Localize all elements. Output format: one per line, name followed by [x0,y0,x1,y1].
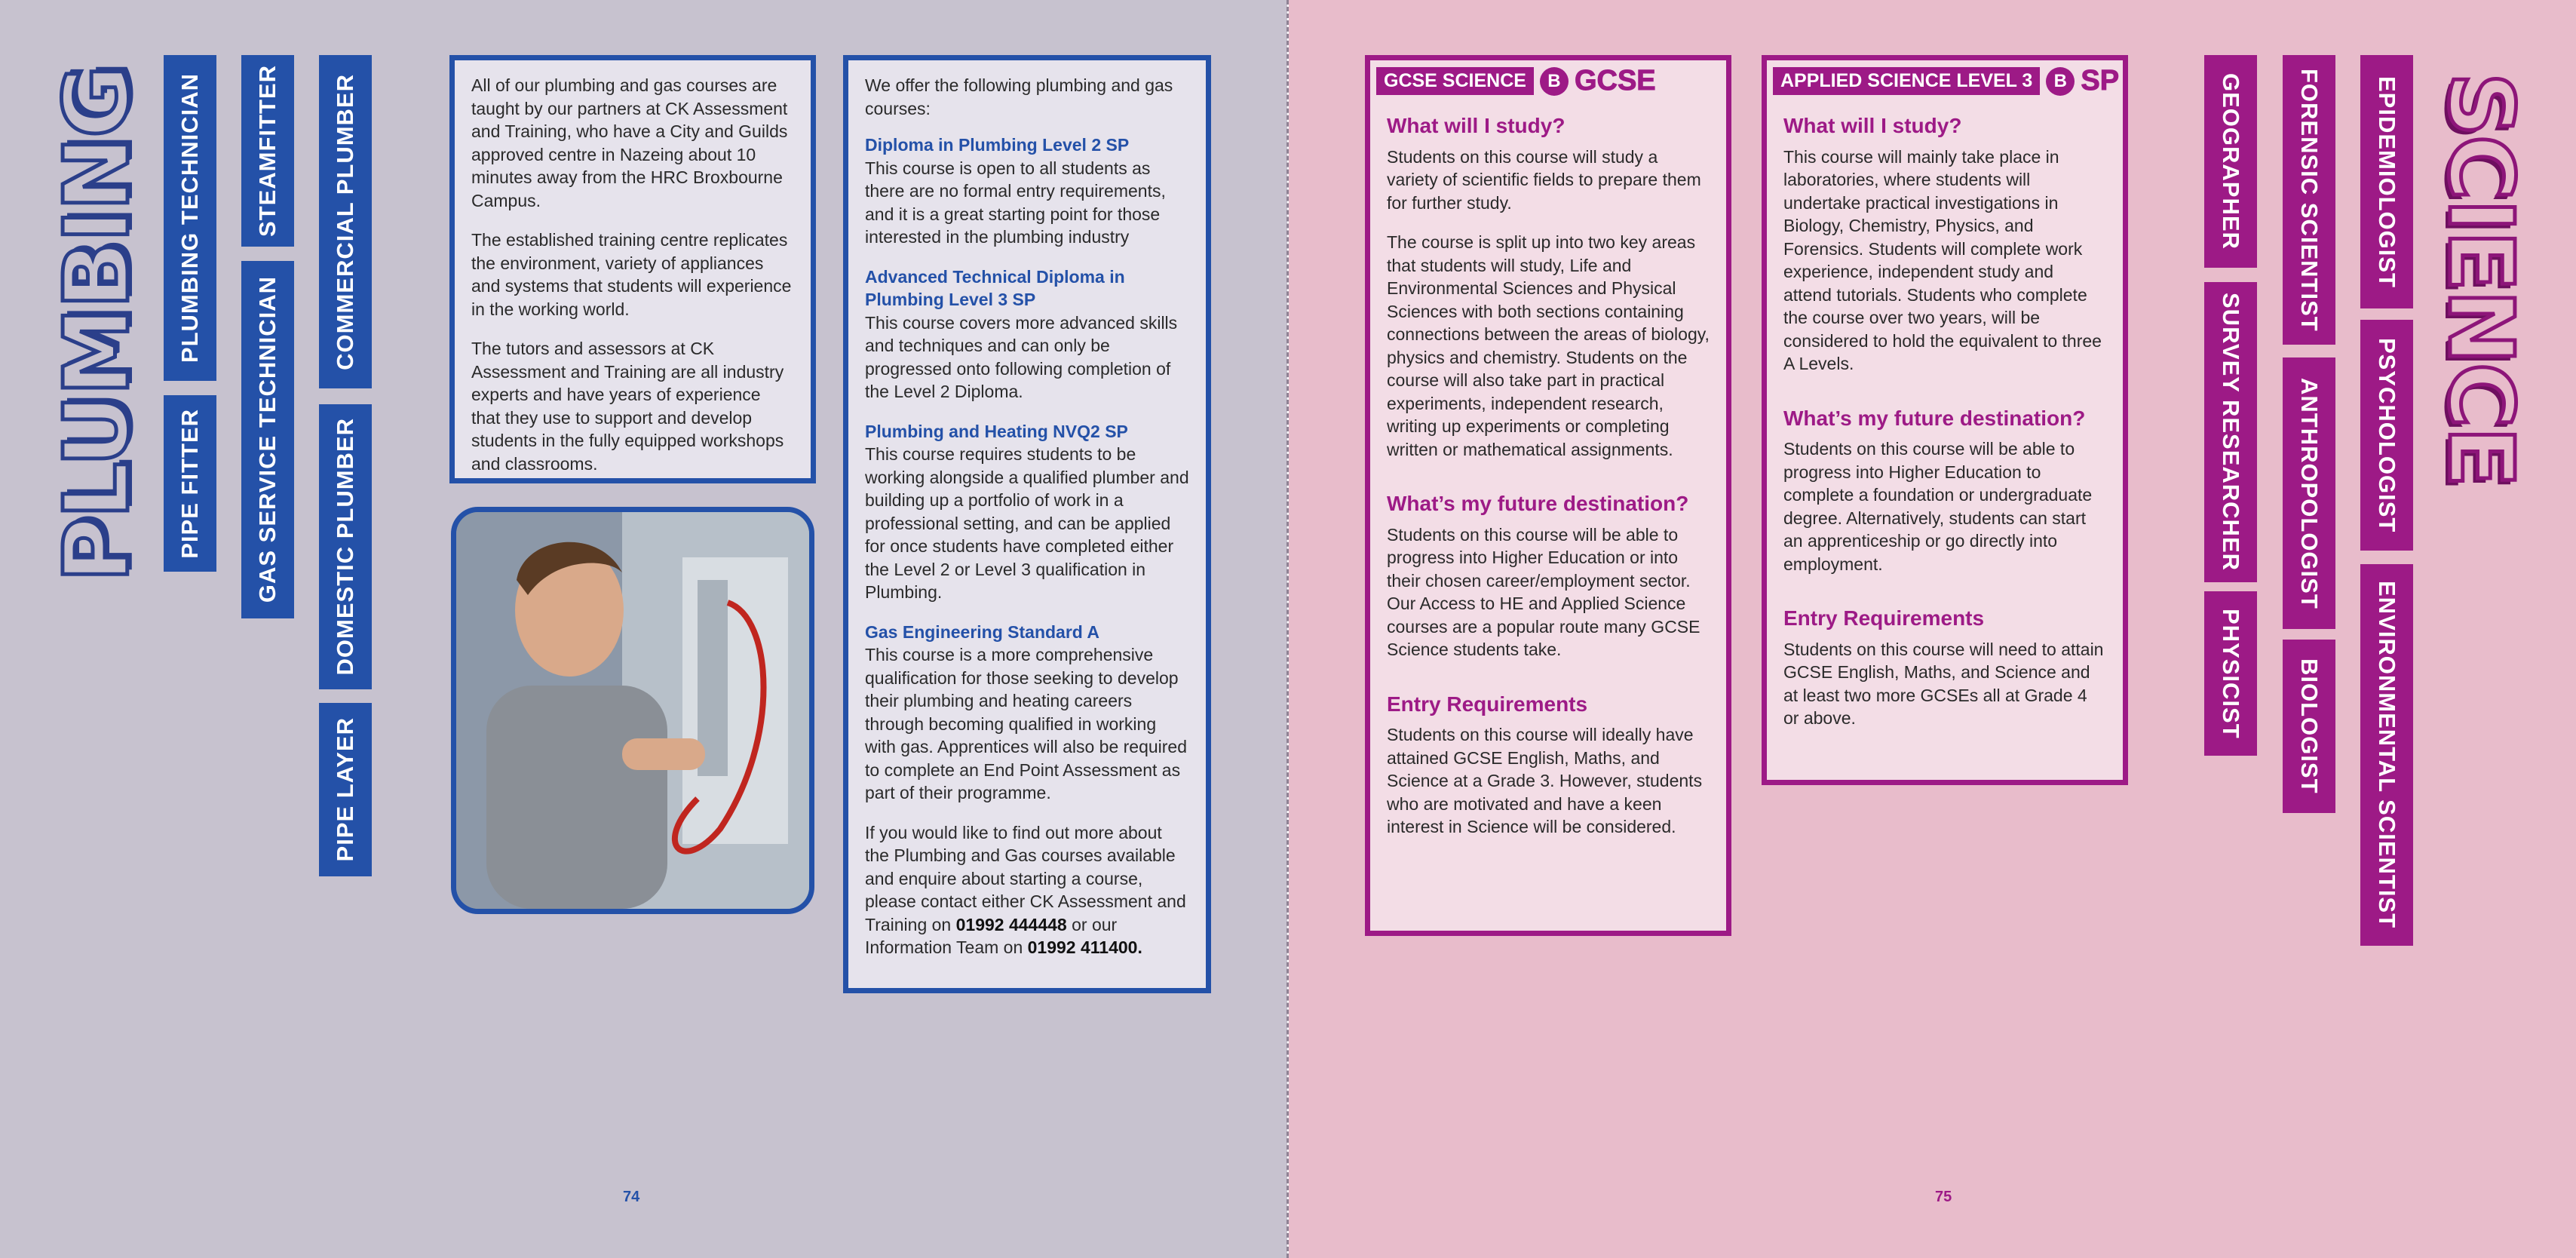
intro-paragraph: The tutors and assessors at CK Assessment and Training are all industry experts and have years of experience that they use to support and develop students in the fully equipped workshops and classrooms. [471,339,784,474]
gcse-science-box: What will I study? Students on this course will study a variety of scientific fields to prepare them for further study. The course is split up into two key areas that students will study, Life and Environmental Sciences and Physical Sciences with both sections containing connections between the areas of biology, physics and chemistry. Students on the course will also take part in practical experiments, independent research, writing up experiments or completing written or mathematical assignments. What’s my future destination? Students on this course will be able to progress into Higher Education or into their chosen career/employment sector. Our Access to HE and Applied Science courses are a popular route many GCSE Science students take. Entry Requirements Students on this course will ideally have attained GCSE English, Maths, and Science at a Grade 3. However, students who are motivated and have a keen interest in Science will be considered. [1365,55,1731,936]
job-tag-pipe-fitter: PIPE FITTER [164,395,216,572]
job-tag-anthropologist: ANTHROPOLOGIST [2283,357,2335,629]
applied-science-box: What will I study? This course will mainly take place in laboratories, where students will undertake practical investigations in Biology, Chemistry, Physics, and Forensics. Students will complete work experience, independent study and attend tutorials. Students who complete the course over two years, will be considered to hold the equivalent to three A Levels. What’s my future destination? Students on this course will be able to progress into Higher Education to complete a foundation or undergraduate degree. Alternatively, students can start an apprenticeship or go directly into employment. Entry Requirements Students on this course will need to attain GCSE English, Maths, and Science and at least two more GCSEs all at Grade 4 or above. [1762,55,2128,785]
job-tag-commercial-plumber: COMMERCIAL PLUMBER [319,55,372,388]
gcse-entry-heading: Entry Requirements [1387,692,1588,716]
phone-information-team: 01992 411400. [1027,937,1142,957]
intro-box [449,55,816,483]
course-description: This course is open to all students as there are no formal entry requirements, and it is a great starting point for those interested in the plumbing industry [865,158,1166,247]
course-item [865,420,1189,604]
job-tag-steamfitter: STEAMFITTER [241,55,294,247]
b-circle-icon: B [2046,67,2075,96]
applied-science-badge: APPLIED SCIENCE LEVEL 3 B SP [1773,65,2119,97]
page-number-right: 75 [1935,1189,1952,1205]
job-tag-geographer: GEOGRAPHER [2204,55,2257,268]
b-circle-icon: B [1540,67,1569,96]
course-item [865,133,1189,249]
applied-study-heading: What will I study? [1783,114,1962,137]
course-item [865,621,1189,805]
gcse-future-heading: What’s my future destination? [1387,492,1689,515]
job-tag-domestic-plumber: DOMESTIC PLUMBER [319,404,372,689]
plumbing-title: PLUMBING [44,66,149,583]
student-photo [451,507,814,914]
contact-paragraph: If you would like to find out more about the Plumbing and Gas courses available and enquire about starting a course, please contact either CK Assessment and Training on 01992 444448 or our Information Team on 01992 411400. [865,822,1186,957]
job-tag-epidemiologist: EPIDEMIOLOGIST [2360,55,2413,308]
job-tag-biologist: BIOLOGIST [2283,640,2335,813]
job-tag-environmental-scientist: ENVIRONMENTAL SCIENTIST [2360,564,2413,946]
course-description: This course covers more advanced skills and techniques and can only be progressed onto following completion of the Level 2 Diploma. [865,312,1178,401]
job-tag-forensic-scientist: FORENSIC SCIENTIST [2283,55,2335,345]
course-item [865,265,1189,403]
left-page [0,0,1287,1258]
course-description: This course is a more comprehensive qualification for those seeking to develop their plumbing and heating careers through becoming qualified in working with gas. Apprentices will also be required to complete an End Point Assessment as part of their programme. [865,645,1188,802]
course-name: Gas Engineering Standard A [865,621,1099,642]
job-tag-physicist: PHYSICIST [2204,591,2257,756]
applied-entry-heading: Entry Requirements [1783,606,1985,630]
course-name: Advanced Technical Diploma in Plumbing Level 3 SP [865,266,1125,309]
plumber-photo-illustration [456,512,809,909]
job-tag-psychologist: PSYCHOLOGIST [2360,320,2413,551]
courses-intro: We offer the following plumbing and gas courses: [865,75,1173,118]
gcse-study-heading: What will I study? [1387,114,1566,137]
science-title: SCIENCE [2429,72,2533,486]
page-number-left: 74 [623,1189,640,1205]
job-tag-pipe-layer: PIPE LAYER [319,703,372,876]
job-tag-survey-researcher: SURVEY RESEARCHER [2204,282,2257,582]
courses-box [843,55,1211,993]
phone-ck-assessment: 01992 444448 [955,914,1067,934]
right-page [1289,0,2576,1258]
course-name: Diploma in Plumbing Level 2 SP [865,135,1130,155]
job-tag-plumbing-technician: PLUMBING TECHNICIAN [164,55,216,381]
course-description: This course requires students to be working alongside a qualified plumber and building up a portfolio of work in a professional setting, and can be applied for once students have completed either the Level 2 or Level 3 qualification in Plumbing. [865,444,1189,602]
applied-future-heading: What’s my future destination? [1783,406,2086,430]
intro-paragraph: The established training centre replicates the environment, variety of appliances and systems that students will experience in the working world. [471,230,792,319]
gcse-science-badge: GCSE SCIENCE B GCSE [1376,65,1656,97]
job-tag-gas-service-technician: GAS SERVICE TECHNICIAN [241,261,294,618]
course-name: Plumbing and Heating NVQ2 SP [865,421,1128,441]
intro-paragraph: All of our plumbing and gas courses are taught by our partners at CK Assessment and Training, who have a City and Guilds approved centre in Nazeing about 10 minutes away from the HRC Broxbourne Campus. [471,75,788,210]
